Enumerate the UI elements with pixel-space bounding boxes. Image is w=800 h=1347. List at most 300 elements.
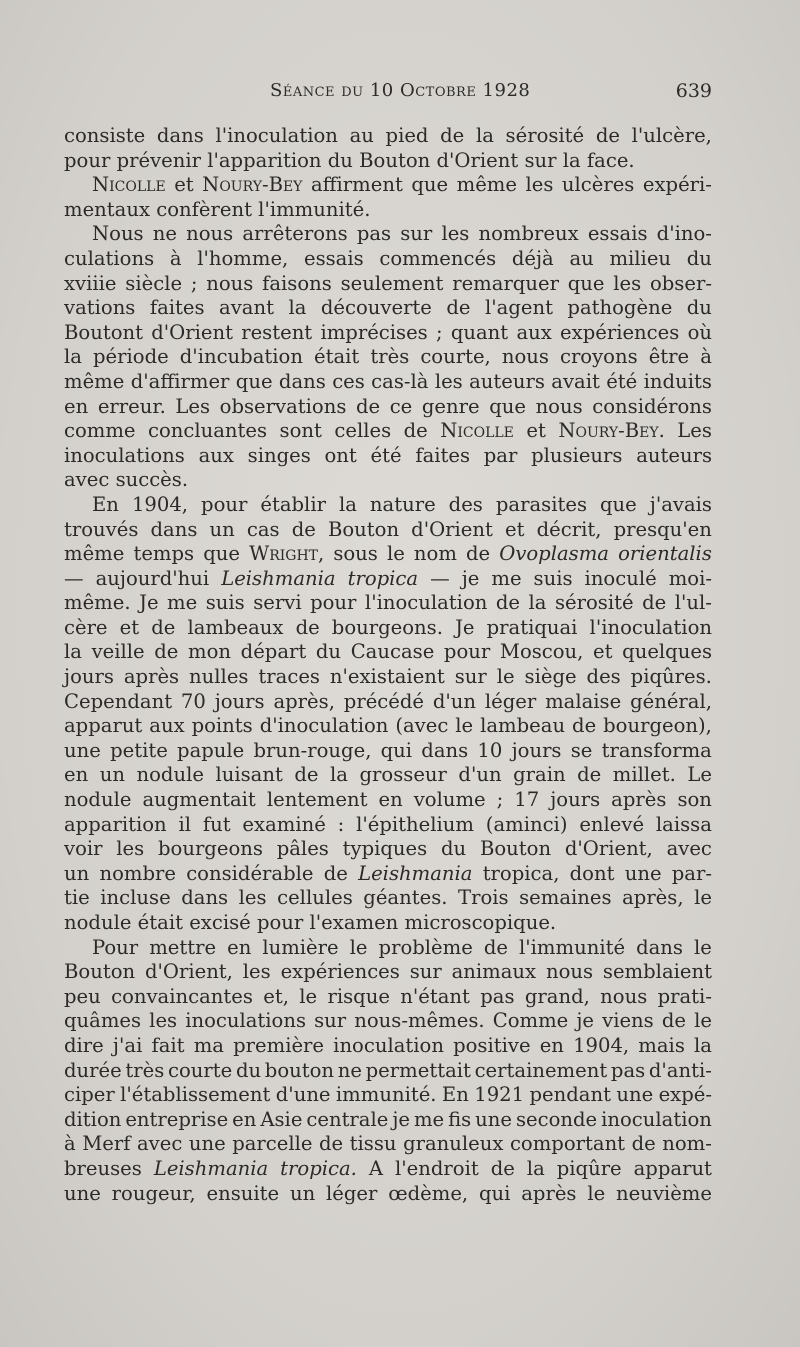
word: pour [256, 911, 310, 934]
word: orientalis [618, 542, 712, 566]
word: et [119, 615, 140, 639]
word: un [64, 861, 90, 885]
word: siècle [125, 271, 183, 295]
word: essais [587, 222, 648, 246]
word: sérosité [554, 591, 634, 615]
word: expériences [280, 960, 400, 984]
word: un [99, 763, 125, 787]
word: fis [448, 1107, 472, 1131]
word: j'avais [649, 492, 712, 516]
word: Bouton [64, 960, 136, 984]
word: — [430, 566, 450, 590]
word: le [349, 935, 368, 959]
word: et [505, 517, 525, 541]
word: petite [110, 738, 168, 762]
word: grosseur [359, 763, 447, 787]
word: quant [450, 320, 509, 344]
word: d'Orient, [564, 837, 653, 861]
word: ont [324, 443, 357, 467]
word: nulles [189, 665, 249, 689]
word: des [586, 665, 621, 689]
word: temps [133, 542, 195, 566]
word: du [315, 640, 342, 664]
word: singes [247, 443, 311, 467]
text-line [64, 1059, 712, 1084]
word: Caucase [350, 640, 435, 664]
word: de [440, 124, 465, 147]
word: des [448, 492, 483, 516]
word: Bouton [479, 837, 552, 861]
text-line [64, 493, 712, 518]
word: nous [206, 271, 254, 295]
word: seulement [340, 271, 444, 295]
text-line [64, 247, 712, 272]
word: les [525, 173, 554, 197]
word: une [475, 1107, 512, 1131]
word: dans [156, 124, 204, 147]
word: sur [454, 665, 487, 689]
word: considérons [592, 394, 712, 418]
word: pathogène [567, 296, 673, 320]
word: les [613, 271, 642, 295]
word: dans [278, 369, 326, 393]
word: nodule [136, 763, 204, 787]
word: incluse [100, 886, 171, 910]
word: peu [64, 984, 101, 1008]
word: découverte [320, 296, 432, 320]
word: d'un [432, 689, 477, 713]
word: un [289, 1181, 316, 1205]
word: inoculation [601, 1107, 712, 1131]
word: En [92, 492, 119, 516]
word: tropica [347, 566, 419, 590]
word: la [526, 1156, 545, 1180]
word: nom- [662, 1132, 712, 1156]
word: culations [64, 246, 155, 270]
text-line [64, 345, 712, 370]
word: seconde [515, 1107, 598, 1131]
word: d'ino- [656, 222, 712, 246]
word: que [235, 369, 273, 393]
word: d'un [458, 763, 502, 787]
word: de [577, 763, 602, 787]
word: granuleux [403, 1132, 504, 1156]
word: quâmes [64, 1009, 142, 1033]
word: mais [638, 1033, 685, 1057]
word: Le [687, 763, 712, 787]
word: de [154, 640, 179, 664]
word: A [368, 1156, 384, 1180]
word: avec [64, 468, 116, 492]
word: En [441, 1083, 469, 1107]
word: lambeaux [187, 615, 284, 639]
word: les [238, 886, 267, 910]
word: dans [150, 517, 198, 541]
word: inoculation [333, 1033, 444, 1057]
word: et [593, 640, 613, 664]
word: Asie [260, 1107, 303, 1131]
word: 17 [514, 788, 540, 812]
word: traces [258, 665, 320, 689]
word: de [151, 615, 176, 639]
word: neuvième [616, 1181, 712, 1205]
word: pour [201, 492, 248, 516]
word: Leishmania [153, 1156, 269, 1180]
running-header [64, 80, 712, 110]
word: immunité. [335, 1083, 437, 1107]
word: les [434, 369, 463, 393]
word: même [456, 173, 517, 197]
text-line [64, 124, 712, 149]
word: aux [149, 714, 185, 738]
word: tie [64, 886, 90, 910]
word: xviiie [64, 271, 117, 295]
word: ciper [64, 1083, 115, 1107]
word: de [466, 542, 491, 566]
word: Nicolle [440, 419, 514, 443]
word: Je [139, 591, 159, 615]
word: la [338, 492, 357, 516]
word: l'épithelium [356, 812, 474, 836]
word: microscopique. [404, 911, 557, 934]
word: départ [240, 640, 307, 664]
word: de [642, 591, 667, 615]
page-number: 639 [675, 80, 712, 102]
word: pas [610, 1058, 646, 1082]
word: jours [64, 665, 114, 689]
word: fut [202, 812, 231, 836]
word: Les [175, 394, 211, 418]
word: faisons [262, 271, 332, 295]
text-line [64, 1132, 712, 1157]
word: avait [551, 369, 600, 393]
word: Cependant [64, 689, 173, 713]
word: auteurs [469, 369, 545, 393]
word: Bouton [327, 517, 400, 541]
word: la [64, 640, 82, 664]
word: en [227, 935, 252, 959]
word: plusieurs [531, 443, 623, 467]
word: affirment [310, 173, 403, 197]
word: nodule [64, 788, 132, 812]
word: 70 [180, 689, 206, 713]
word: sous [333, 542, 378, 566]
word: même. [64, 591, 131, 615]
word: ensuite [206, 1181, 280, 1205]
word: expériences [560, 320, 680, 344]
word: pour [64, 148, 117, 172]
word: l'ulcère, [631, 124, 712, 147]
body-text [64, 124, 712, 1206]
word: prati- [657, 984, 712, 1008]
word: nombre [99, 861, 176, 885]
text-line [64, 837, 712, 862]
word: me [167, 591, 198, 615]
word: sur [409, 960, 442, 984]
word: même [64, 369, 125, 393]
word: apparition [64, 812, 167, 836]
word: inoculé [584, 566, 657, 590]
word: que [203, 542, 240, 566]
word: était [137, 911, 190, 934]
word: et [526, 419, 546, 443]
word: induits [643, 369, 712, 393]
word: Je [455, 615, 475, 639]
word: il [178, 812, 192, 836]
word: succès. [115, 468, 189, 492]
word: les [441, 222, 470, 246]
word: considérable [186, 861, 314, 885]
text-line [64, 1108, 712, 1133]
word: dans [421, 738, 469, 762]
word: augmentait [142, 788, 256, 812]
word: bourgeon), [603, 714, 712, 738]
word: général, [630, 689, 712, 713]
text-line [64, 149, 712, 174]
word: du [235, 1058, 262, 1082]
word: viens [602, 1009, 654, 1033]
word: lentement [266, 788, 368, 812]
word: Noury-Bey. [558, 419, 665, 443]
word: semblaient [602, 960, 712, 984]
word: les [116, 837, 145, 861]
word: comme [64, 419, 136, 443]
word: après, [273, 689, 335, 713]
word: typiques [342, 837, 428, 861]
word: d'Orient [151, 320, 233, 344]
word: Bouton [359, 148, 437, 172]
text-line [64, 985, 712, 1010]
word: nous [535, 394, 583, 418]
text-line [64, 1083, 712, 1108]
word: l'immunité [519, 935, 626, 959]
word: points [191, 714, 253, 738]
word: ; [496, 788, 504, 812]
word: Pour [92, 935, 139, 959]
word: ma [193, 1033, 224, 1057]
word: commencés [379, 246, 497, 270]
word: parcelle [232, 1132, 313, 1156]
word: être [648, 345, 690, 369]
word: Leishmania [358, 861, 473, 885]
text-line [64, 468, 712, 493]
word: une [188, 1132, 226, 1156]
word: la [475, 124, 494, 147]
word: 1921 [474, 1083, 525, 1107]
word: risque [327, 984, 390, 1008]
word: qui [478, 1181, 511, 1205]
word: ne [337, 1058, 362, 1082]
word: de [294, 763, 319, 787]
word: 1904, [131, 492, 189, 516]
word: l'apparition [207, 148, 328, 172]
word: sur [524, 148, 563, 172]
word: nous [545, 960, 594, 984]
word: grain [513, 763, 566, 787]
word: d'une [275, 1083, 331, 1107]
word: Noury-Bey [202, 173, 303, 197]
word: dans [181, 886, 229, 910]
word: après [521, 1181, 577, 1205]
header-title: Séance du 10 Octobre 1928 [270, 80, 531, 101]
word: brun-rouge, [253, 738, 372, 762]
text-line [64, 395, 712, 420]
word: jours [550, 788, 601, 812]
word: que [489, 394, 526, 418]
word: sont [279, 419, 322, 443]
word: ; [190, 271, 198, 295]
word: le [299, 984, 318, 1008]
text-line [64, 444, 712, 469]
word: de [595, 124, 620, 147]
text-line [64, 886, 712, 911]
word: Wright, [249, 542, 325, 566]
word: du [686, 296, 712, 320]
text-line [64, 936, 712, 961]
word: tropica, [482, 861, 560, 885]
text-line [64, 960, 712, 985]
word: par [483, 443, 518, 467]
word: expéri- [642, 173, 712, 197]
word: et, [263, 984, 289, 1008]
word: vations [64, 296, 136, 320]
word: à [700, 345, 712, 369]
word: croyons [559, 345, 638, 369]
word: les [149, 1009, 178, 1033]
text-line [64, 296, 712, 321]
word: genre [421, 394, 480, 418]
word: précédé [343, 689, 424, 713]
word: le [386, 542, 405, 566]
word: me [491, 566, 522, 590]
word: j'ai [112, 1033, 143, 1057]
word: siège [524, 665, 577, 689]
word: l'établissement [120, 1083, 271, 1107]
word: examiné [242, 812, 326, 836]
word: de [291, 517, 316, 541]
word: confèrent [156, 197, 259, 221]
word: le [694, 886, 712, 910]
word: restent [241, 320, 313, 344]
word: problème [378, 935, 473, 959]
word: arrêterons [242, 222, 348, 246]
word: établir [260, 492, 326, 516]
word: piqûres. [630, 665, 712, 689]
word: permettait [365, 1058, 471, 1082]
word: semaines [519, 886, 612, 910]
word: l'agent [484, 296, 553, 320]
word: l'inoculation [215, 124, 338, 147]
word: la [528, 591, 547, 615]
text-line [64, 911, 712, 936]
word: en [232, 1107, 257, 1131]
word: moi- [668, 566, 712, 590]
word: Boutont [64, 320, 143, 344]
word: tropica. [280, 1156, 357, 1180]
word: excisé [189, 911, 257, 934]
word: ; [435, 320, 443, 344]
text-line [64, 567, 712, 592]
text-line [64, 1034, 712, 1059]
word: ulcères [561, 173, 635, 197]
word: face. [586, 148, 635, 172]
word: mon [188, 640, 232, 664]
word: période [93, 345, 169, 369]
word: l'examen [309, 911, 405, 934]
word: Nous [92, 222, 144, 246]
word: comportant [509, 1132, 626, 1156]
text-line [64, 173, 712, 198]
text-line [64, 542, 712, 567]
word: l'inoculation [364, 591, 488, 615]
word: Nicolle [92, 173, 166, 197]
word: le [694, 935, 712, 959]
word: jours [214, 689, 265, 713]
word: l'immunité. [258, 197, 371, 221]
word: l'homme, [197, 246, 289, 270]
word: une [64, 1181, 101, 1205]
word: enlevé [579, 812, 645, 836]
word: tissu [349, 1132, 397, 1156]
word: ces [332, 369, 365, 393]
word: consiste [64, 124, 146, 147]
word: de [355, 394, 381, 418]
word: pour [310, 591, 357, 615]
word: en [64, 763, 89, 787]
word: ce [389, 394, 413, 418]
word: apparut [64, 714, 143, 738]
word: par- [671, 861, 712, 885]
word: piqûre [556, 1156, 622, 1180]
word: pied [385, 124, 429, 147]
word: après [123, 665, 180, 689]
word: rougeur, [111, 1181, 196, 1205]
text-line [64, 640, 712, 665]
word: une [624, 861, 662, 885]
text-line [64, 616, 712, 641]
word: d'inoculation [259, 714, 389, 738]
word: œdème, [388, 1181, 469, 1205]
word: centrale [306, 1107, 389, 1131]
word: positive [453, 1033, 531, 1057]
word: de [495, 591, 520, 615]
word: suis [533, 566, 573, 590]
word: me [413, 1107, 445, 1131]
word: Merf [82, 1132, 131, 1156]
word: : [337, 812, 345, 836]
word: à [169, 246, 182, 270]
word: nodule [64, 911, 138, 934]
text-line [64, 591, 712, 616]
word: une [64, 738, 101, 762]
word: bourgeons. [331, 615, 443, 639]
word: le [496, 665, 515, 689]
word: pâles [276, 837, 329, 861]
word: grand, [524, 984, 590, 1008]
word: concluantes [148, 419, 268, 443]
word: léger [484, 689, 537, 713]
word: de [295, 615, 320, 639]
word: cas-là [371, 369, 429, 393]
word: imprécises [320, 320, 428, 344]
word: la [562, 148, 587, 172]
word: veille [91, 640, 145, 664]
word: décrit, [536, 517, 602, 541]
word: animaux [451, 960, 537, 984]
word: Les [677, 419, 712, 443]
word: était [314, 345, 360, 369]
word: la [64, 345, 82, 369]
